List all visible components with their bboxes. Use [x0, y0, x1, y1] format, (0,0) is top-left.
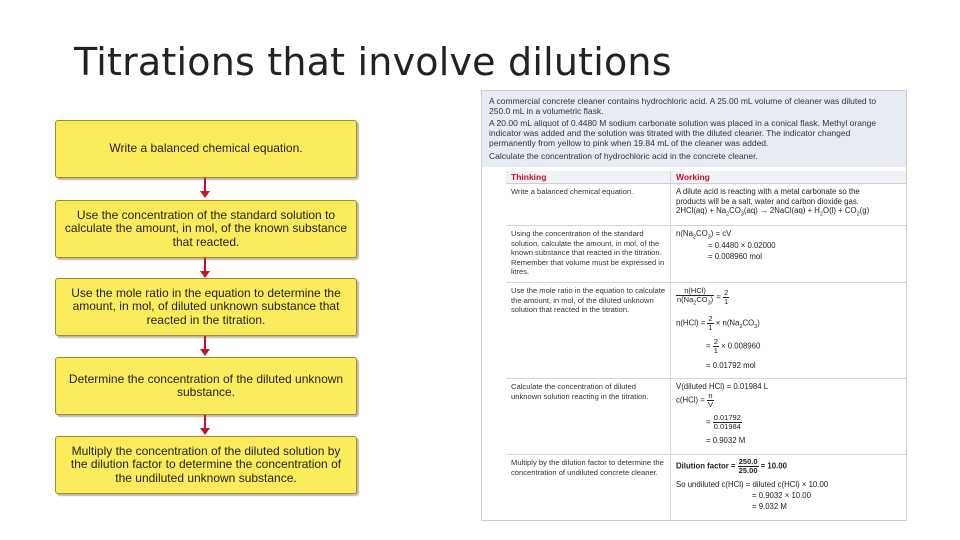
flow-arrow-1 [204, 178, 206, 191]
n-over-v [707, 392, 714, 409]
flow-arrowhead-1 [200, 191, 210, 198]
equals-sign: = [716, 292, 721, 302]
problem-paragraph-1: A commercial concrete cleaner contains hydrochloric acid. A 25.00 mL volume of cleaner was diluted to 250.0 mL in a volumetric flask. [489, 96, 877, 117]
working-line: products will be a salt, water and carbon dioxide gas. [676, 196, 859, 206]
working-line: So undiluted c(HCl) = diluted c(HCl) × 10.00 [676, 480, 829, 489]
nhcl-label: n(HCl) = [676, 318, 706, 328]
thinking-cell: Calculate the concentration of diluted unknown solution reacting in the titration. [511, 382, 649, 401]
substitution-line [706, 414, 742, 431]
flow-step-4 [55, 357, 357, 415]
two-over-one [723, 289, 729, 306]
table-row [506, 283, 906, 379]
eq-part: O(l) + CO [823, 206, 857, 215]
eq-part: × 0.008960 [721, 341, 761, 351]
ratio-numerator: n(HCl) [676, 287, 714, 296]
table-row [506, 184, 906, 226]
dilution-factor-line [676, 458, 787, 475]
flow-arrowhead-2 [200, 271, 210, 278]
working-result: = 0.01792 mol [706, 361, 756, 370]
thinking-working-table [506, 171, 906, 520]
frac-den: V [707, 400, 713, 409]
working-line: = 0.9032 × 10.00 [752, 491, 811, 500]
thinking-cell: Write a balanced chemical equation. [511, 187, 634, 196]
eq-part: × n(Na [715, 318, 740, 328]
frac-den: 0.01984 [713, 422, 741, 431]
flow-arrow-4 [204, 415, 206, 428]
frac-num: 250.0 [738, 457, 758, 466]
header-working: Working [676, 172, 710, 182]
frac-num: 2 [713, 337, 718, 346]
eq-part: (aq) → 2NaCl(aq) + H [743, 206, 820, 215]
header-thinking: Thinking [511, 172, 547, 182]
eq-part: CO [696, 295, 708, 304]
thinking-cell: Using the concentration of the standard solution, calculate the amount, in mol, of the known substance that reacted in the titration. Remember that volume must be expressed in litres. [511, 229, 665, 277]
frac-den: 1 [724, 296, 729, 306]
eq-part: (g) [859, 206, 870, 215]
concentration-formula [676, 392, 714, 409]
table-row [506, 379, 906, 455]
flow-step-5 [55, 436, 357, 494]
working-line: = 0.008960 mol [708, 252, 762, 261]
eq-part: 2HCl(aq) + Na [676, 206, 727, 215]
problem-paragraph-3: Calculate the concentration of hydrochloric acid in the concrete cleaner. [489, 151, 758, 161]
problem-paragraph-2: A 20.00 mL aliquot of 0.4480 M sodium carbonate solution was placed in a conical flask. Methyl orange indicator was added and the solution was titrated with the diluted cleaner. The indicator changed permanently from yellow to pink when 19.84 mL of the cleaner was added. [489, 118, 877, 149]
eq-part: ) [710, 295, 714, 304]
c-label: c(HCl) = [676, 395, 705, 405]
two-over-one [707, 315, 713, 332]
flow-step-5-text: Multiply the concentration of the diluted solution by the dilution factor to determine the concentration of the undiluted unknown substance. [70, 443, 342, 485]
frac-num: 2 [708, 314, 713, 323]
flow-step-1 [55, 120, 357, 178]
ratio-denominator: $n(Na_2CO_3)$ [677, 295, 714, 307]
flow-step-3 [55, 278, 357, 336]
equals-sign: = [706, 417, 711, 427]
eq-part: n(Na [676, 229, 693, 238]
working-result: = 0.9032 M [706, 436, 746, 445]
thinking-cell: Multiply by the dilution factor to determine the concentration of undiluted concrete cleaner. [511, 458, 664, 477]
working-line: V(diluted HCl) = 0.01984 L [676, 382, 769, 391]
eq-part: CO [695, 229, 708, 238]
eq-part: n(Na [677, 295, 694, 304]
two-over-one [713, 338, 719, 355]
dilution-fraction [738, 458, 759, 475]
eq-part: CO [729, 206, 741, 215]
flow-arrow-3 [204, 336, 206, 349]
flow-step-2-text: Use the concentration of the standard solution to calculate the amount, in mol, of the known substance that reacted. [64, 207, 348, 249]
flow-step-1-text: Write a balanced chemical equation. [109, 141, 303, 156]
substitution-line [706, 338, 760, 355]
working-line: A dilute acid is reacting with a metal carbonate so the [676, 187, 860, 196]
eq-part: CO [742, 318, 755, 328]
table-row [506, 226, 906, 283]
flow-step-2 [55, 200, 357, 258]
working-result: = 9.032 M [752, 502, 787, 511]
df-label: Dilution factor = [676, 461, 736, 471]
flow-arrowhead-4 [200, 428, 210, 435]
frac-num: n [708, 391, 713, 400]
mole-ratio [676, 287, 729, 308]
working-line: = 0.4480 × 0.02000 [708, 241, 776, 250]
frac-den: 1 [708, 323, 713, 332]
frac-num: 2 [724, 287, 729, 297]
frac-den: 1 [713, 346, 718, 355]
flow-arrow-2 [204, 258, 206, 271]
frac-den: 25.00 [738, 466, 758, 475]
table-row [506, 455, 906, 519]
working-line: $n(Na_2CO_3)$ = cV [676, 229, 732, 241]
frac-num: 0.01792 [713, 413, 741, 422]
eq-part: ) = cV [710, 229, 732, 238]
df-result: = 10.00 [760, 461, 787, 471]
worked-example-panel [481, 90, 907, 521]
flow-step-3-text: Use the mole ratio in the equation to determine the amount, in mol, of diluted unknown substance that reacted in the titration. [71, 285, 341, 327]
slide-title: Titrations that involve dilutions [74, 40, 672, 84]
value-fraction [713, 414, 742, 431]
ratio-fraction [676, 287, 714, 308]
nhcl-line: n(HCl) = $\frac{2}{1}$ × $n(Na_2CO_3)$ [676, 314, 760, 332]
problem-statement [482, 91, 906, 167]
equals-sign: = [706, 341, 711, 351]
eq-part: ) [757, 318, 760, 328]
flow-step-4-text: Determine the concentration of the diluted unknown substance. [68, 371, 344, 399]
equation-line: $2HCl(aq) + Na_2CO_3(aq)$ → 2NaCl(aq) + $H_2O(l) + CO_2(g)$ [676, 206, 870, 218]
flow-arrowhead-3 [200, 349, 210, 356]
thinking-cell: Use the mole ratio in the equation to calculate the amount, in mol, of the diluted unknown solution that reacted in the titration. [511, 286, 666, 315]
table-header [506, 171, 906, 184]
